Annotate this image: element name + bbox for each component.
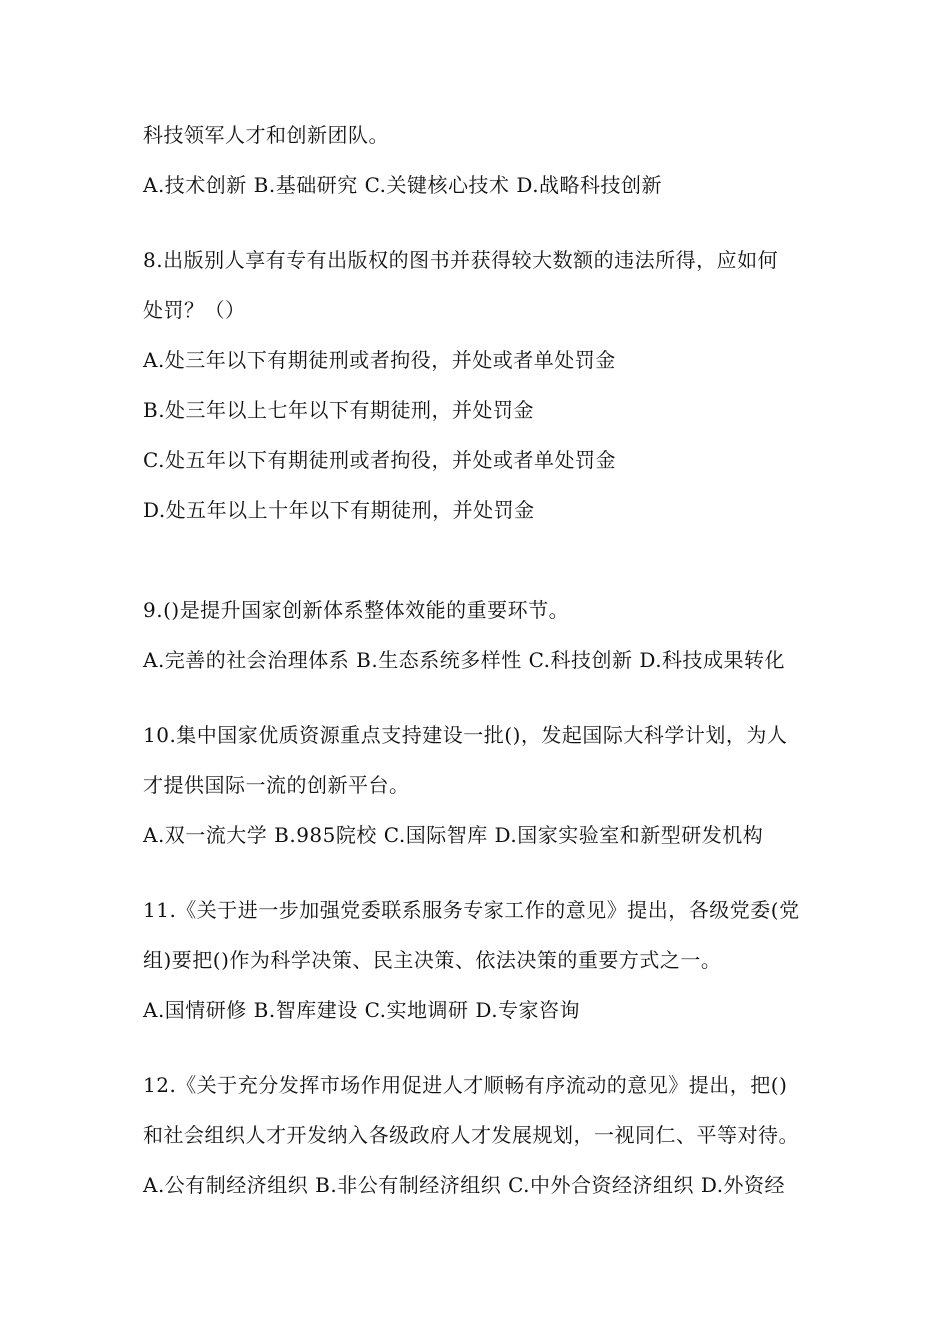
q8-question-line-1: 8.出版别人享有专有出版权的图书并获得较大数额的违法所得，应如何 <box>143 248 779 272</box>
q12-question-line-2: 和社会组织人才开发纳入各级政府人才发展规划，一视同仁、平等对待。 <box>143 1123 799 1147</box>
q9-question: 9.()是提升国家创新体系整体效能的重要环节。 <box>143 598 570 622</box>
q10-question-line-2: 才提供国际一流的创新平台。 <box>143 773 410 797</box>
q8-option-d: D.处五年以上十年以下有期徒刑，并处罚金 <box>143 498 535 522</box>
q8-question-line-2: 处罚？（） <box>143 298 246 322</box>
q8-option-b: B.处三年以上七年以下有期徒刑，并处罚金 <box>143 398 535 422</box>
text-line-q7-continued: 科技领军人才和创新团队。 <box>143 123 389 147</box>
q12-question-line-1: 12.《关于充分发挥市场作用促进人才顺畅有序流动的意见》提出，把() <box>143 1073 788 1097</box>
q10-question-line-1: 10.集中国家优质资源重点支持建设一批()，发起国际大科学计划，为人 <box>143 723 788 747</box>
q8-option-c: C.处五年以下有期徒刑或者拘役，并处或者单处罚金 <box>143 448 616 472</box>
q11-question-line-1: 11.《关于进一步加强党委联系服务专家工作的意见》提出，各级党委(党 <box>143 898 800 922</box>
q11-question-line-2: 组)要把()作为科学决策、民主决策、依法决策的重要方式之一。 <box>143 948 722 972</box>
q7-options: A.技术创新 B.基础研究 C.关键核心技术 D.战略科技创新 <box>143 173 663 197</box>
q8-option-a: A.处三年以下有期徒刑或者拘役，并处或者单处罚金 <box>143 348 616 372</box>
q10-options: A.双一流大学 B.985院校 C.国际智库 D.国家实验室和新型研发机构 <box>143 823 764 847</box>
q12-options: A.公有制经济组织 B.非公有制经济组织 C.中外合资经济组织 D.外资经 <box>143 1173 786 1197</box>
q11-options: A.国情研修 B.智库建设 C.实地调研 D.专家咨询 <box>143 998 581 1022</box>
q9-options: A.完善的社会治理体系 B.生态系统多样性 C.科技创新 D.科技成果转化 <box>143 648 786 672</box>
